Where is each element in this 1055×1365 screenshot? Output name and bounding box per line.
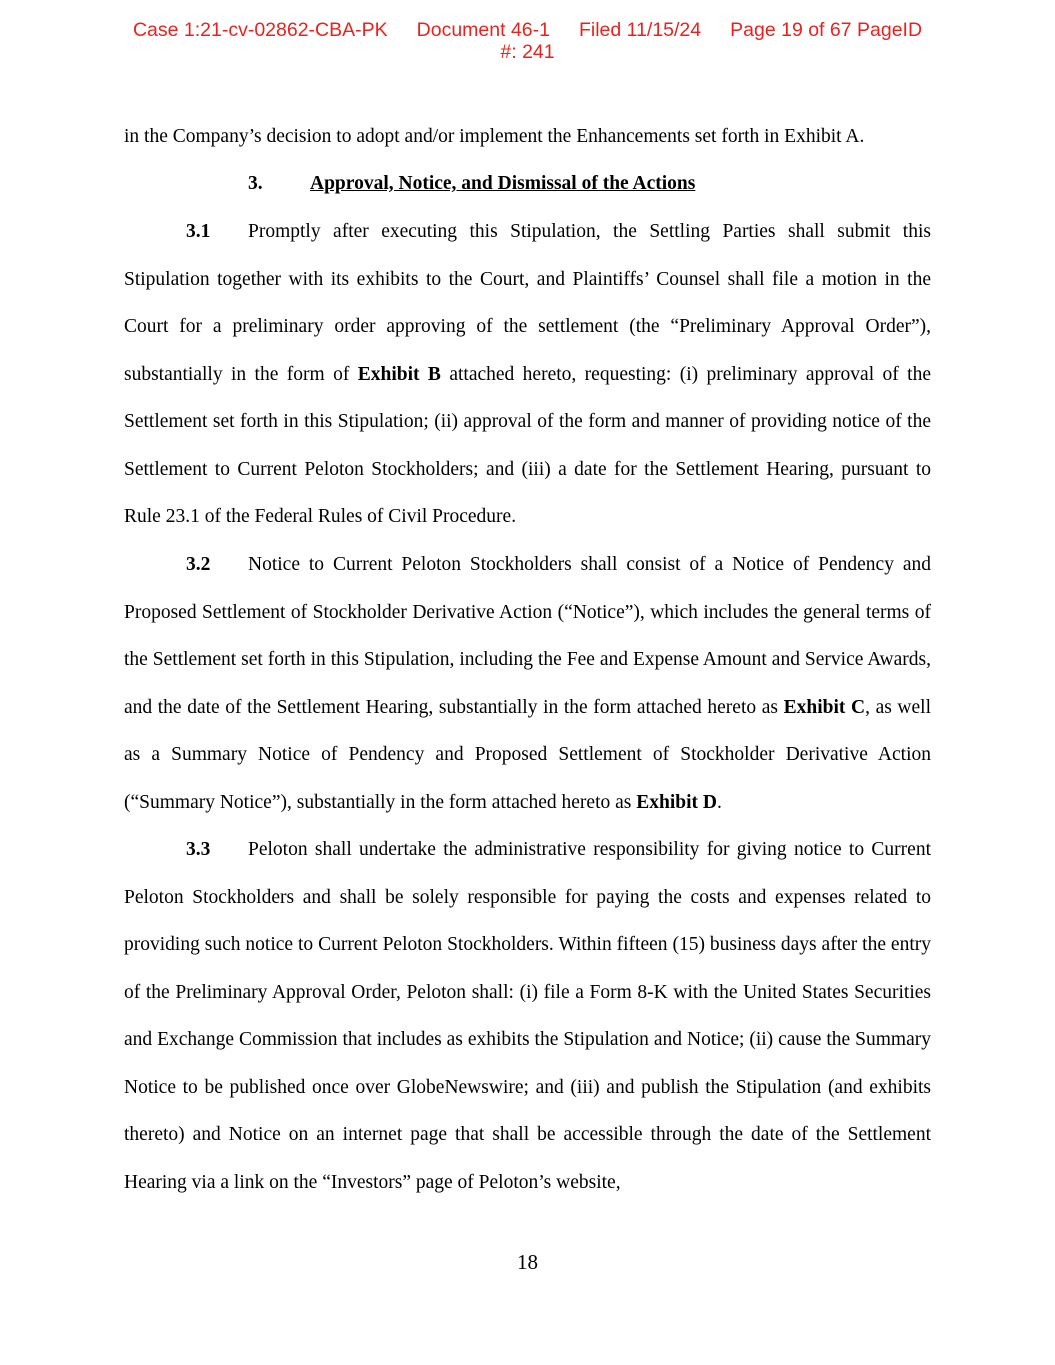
court-filing-header <box>0 19 1055 63</box>
section-heading <box>248 160 695 208</box>
paragraph-text: . <box>716 791 722 813</box>
paragraph-3-1 <box>124 208 931 541</box>
exhibit-reference: Exhibit C <box>783 696 866 718</box>
page-number: 18 <box>517 1250 538 1274</box>
paragraph-3-3 <box>124 826 931 1206</box>
section-number: 3. <box>248 173 263 194</box>
page-info: Page 19 of 67 PageID <box>730 19 923 41</box>
exhibit-reference: Exhibit B <box>357 363 441 385</box>
paragraph-text: Notice to Current Peloton Stockholders shall consist of a Notice of Pendency and Proposed Settlement of Stockholder Derivative Action (“Notice”), which includes the general terms of the Settlement set forth in this Stipulation, including the Fee and Expense Amount and Service Awards, and the date of the Settlement Hearing, substantially in the form attached hereto as <box>124 554 931 718</box>
paragraph-3-2 <box>124 541 931 826</box>
paragraph-text: Peloton shall undertake the administrative responsibility for giving notice to Current Peloton Stockholders and shall be solely responsible for paying the costs and expenses related to providing such notice to Current Peloton Stockholders. Within fifteen (15) business days after the entry of the Preliminary Approval Order, Peloton shall: (i) file a Form 8-K with the United States Securities and Exchange Commission that includes as exhibits the Stipulation and Notice; (ii) cause the Summary Notice to be published once over GlobeNewswire; and (iii) and publish the Stipulation (and exhibits thereto) and Notice on an internet page that shall be accessible through the date of the Settlement Hearing via a link on the “Investors” page of Peloton’s website, <box>124 839 931 1193</box>
paragraph-text: , as well as a Summary Notice of Pendency and Proposed Settlement of Stockholder Derivative Action (“Summary Notice”), substantially in the form attached hereto as <box>124 696 931 813</box>
paragraph-text: Promptly after executing this Stipulation, the Settling Parties shall submit this Stipulation together with its exhibits to the Court, and Plaintiffs’ Counsel shall file a motion in the Court for a preliminary order approving of the settlement (the “Preliminary Approval Order”), substantially in the form of <box>124 221 931 385</box>
page-id: #: 241 <box>500 41 555 63</box>
case-number: Case 1:21-cv-02862-CBA-PK <box>132 19 388 41</box>
paragraph-number: 3.2 <box>186 554 211 575</box>
filed-date: Filed 11/15/24 <box>578 19 702 41</box>
paragraph-number: 3.1 <box>186 221 211 242</box>
paragraph-number: 3.3 <box>186 839 211 860</box>
document-number: Document 46-1 <box>416 19 550 41</box>
exhibit-reference: Exhibit D <box>636 791 717 813</box>
paragraph-text: attached hereto, requesting: (i) preliminary approval of the Settlement set forth in this Stipulation; (ii) approval of the form and manner of providing notice of the Settlement to Current Peloton Stockholders; and (iii) a date for the Settlement Hearing, pursuant to Rule 23.1 of the Federal Rules of Civil Procedure. <box>124 363 931 528</box>
continuation-text: in the Company’s decision to adopt and/or implement the Enhancements set forth in Exhibit A. <box>124 126 865 147</box>
section-title: Approval, Notice, and Dismissal of the Actions <box>310 173 696 194</box>
